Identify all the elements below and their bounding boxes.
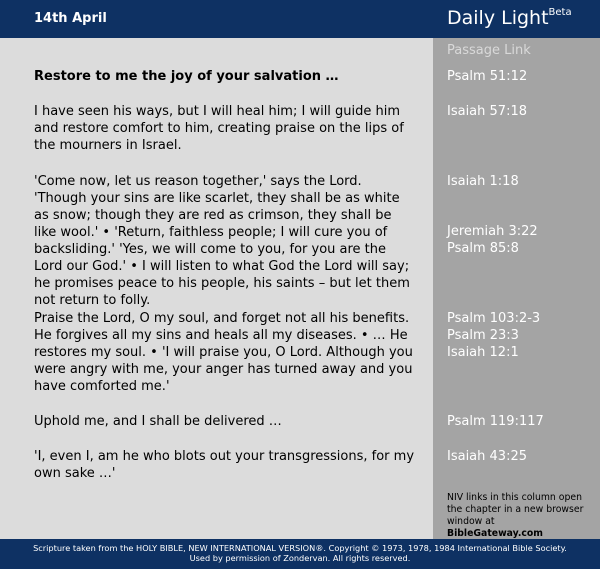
passage-link[interactable]: Psalm 23:3 xyxy=(447,328,519,343)
biblegateway-link[interactable]: BibleGateway.com xyxy=(447,528,543,539)
passage-link[interactable]: Isaiah 1:18 xyxy=(447,174,519,189)
verse-text: Praise the Lord, O my soul, and forget not all his benefits. He forgives all my sins and heals all my diseases. • … He restores my soul. • 'I will praise you, O Lord. Although you were angry with me, your anger has turned away and you have comforted me.' xyxy=(34,311,413,394)
copyright-footer xyxy=(0,539,600,569)
beta-badge: Beta xyxy=(548,6,572,18)
date-label: 14th April xyxy=(34,11,107,26)
passage-link[interactable]: Isaiah 12:1 xyxy=(447,345,519,360)
niv-links-note xyxy=(447,492,593,540)
passage-link[interactable]: Isaiah 57:18 xyxy=(447,104,527,119)
passage-link[interactable]: Psalm 51:12 xyxy=(447,69,528,84)
passage-link[interactable]: Isaiah 43:25 xyxy=(447,449,527,464)
app-title-text: Daily Light xyxy=(447,7,549,29)
verse-text: Uphold me, and I shall be delivered … xyxy=(34,414,282,429)
app-title xyxy=(447,7,572,29)
verse-text: I have seen his ways, but I will heal him; I will guide him and restore comfort to him, creating praise on the lips of the mourners in Israel. xyxy=(34,104,404,153)
passage-link[interactable]: Psalm 85:8 xyxy=(447,241,519,256)
header-bar xyxy=(0,0,600,38)
copyright-line-1: Scripture taken from the HOLY BIBLE, NEW INTERNATIONAL VERSION®. Copyright © 1973, 1978, 1984 International Bible Society. xyxy=(33,543,567,553)
passage-link[interactable]: Jeremiah 3:22 xyxy=(447,224,538,239)
passage-link[interactable]: Psalm 103:2-3 xyxy=(447,311,541,326)
note-text: NIV links in this column open the chapter in a new browser window at xyxy=(447,492,584,527)
passage-link[interactable]: Psalm 119:117 xyxy=(447,414,544,429)
copyright-line-2: Used by permission of Zondervan. All rights reserved. xyxy=(189,553,411,563)
verse-text: 'Come now, let us reason together,' says the Lord. 'Though your sins are like scarlet, they shall be as white as snow; though they are red as crimson, they shall be like wool.' • 'Return, faithless people; I will cure you of backsliding.' 'Yes, we will come to you, for you are the Lord our God.' • I will listen to what God the Lord will say; he promises peace to his people, his saints – but let them not return to folly. xyxy=(34,174,410,308)
verse-text: Restore to me the joy of your salvation … xyxy=(34,69,339,84)
verse-text: 'I, even I, am he who blots out your transgressions, for my own sake …' xyxy=(34,449,415,481)
passage-link-header: Passage Link xyxy=(447,43,531,58)
